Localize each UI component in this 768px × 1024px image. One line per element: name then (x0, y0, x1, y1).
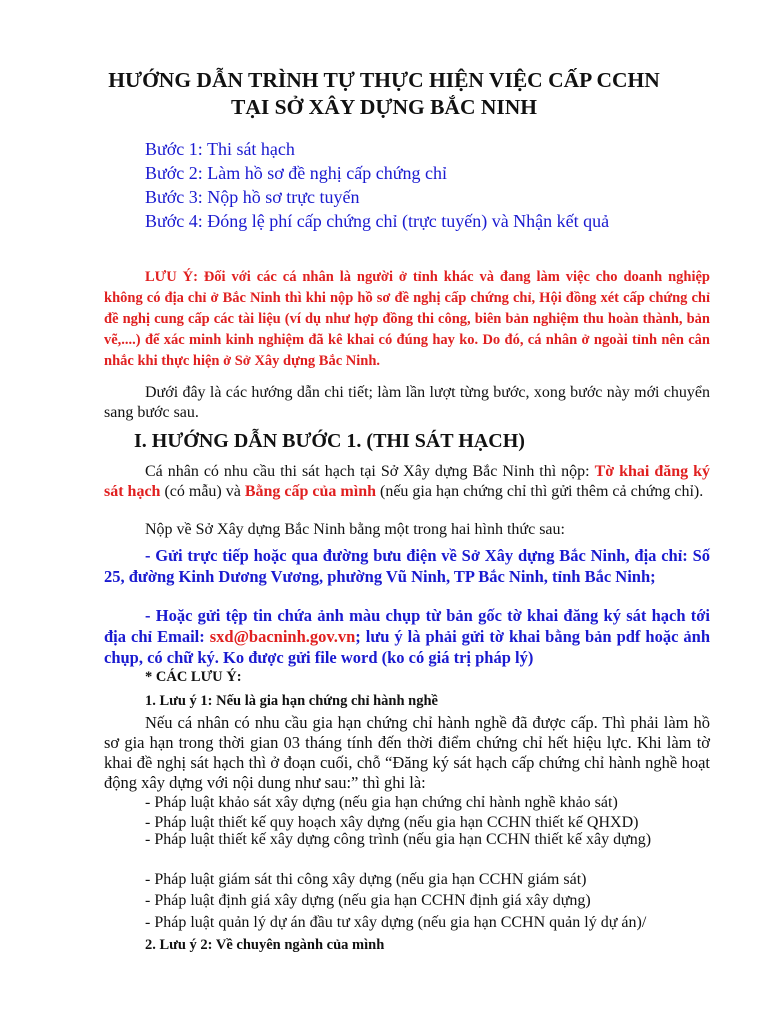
section-1-heading: I. HƯỚNG DẪN BƯỚC 1. (THI SÁT HẠCH) (134, 430, 525, 452)
degree-highlight: Bằng cấp của mình (244, 483, 376, 500)
bullet-survey: - Pháp luật khảo sát xây dựng (nếu gia hạn chứng chỉ hành nghề khảo sát) (145, 794, 618, 811)
document-title-line-1: HƯỚNG DẪN TRÌNH TỰ THỰC HIỆN VIỆC CẤP CCHN (108, 68, 660, 92)
steps-list (145, 137, 609, 233)
option-2-text-b: ; lưu ý là phải gửi tờ khai bằng bản pdf hoặc ảnh chụp, có chữ ký. Ko được gửi file word (ko có giá trị pháp lý) (104, 627, 710, 667)
warning-note: LƯU Ý: Đối với các cá nhân là người ở tỉnh khác và đang làm việc cho doanh nghiệp không có địa chỉ ở Bắc Ninh thì khi nộp hồ sơ đề nghị cấp chứng chỉ, Hội đồng xét cấp chứng chỉ đề nghị cung cấp các tài liệu (ví dụ như hợp đồng thi công, biên bản nghiệm thu hoàn thành, bản vẽ,....) để xác minh kinh nghiệm đã kê khai có đúng hay ko. Do đó, cá nhân ở ngoài tỉnh nên cân nhắc khi thực hiện ở Sở Xây dựng Bắc Ninh. (104, 269, 710, 369)
notes-heading: * CÁC LƯU Ý: (145, 669, 242, 685)
section-1-paragraph-1 (104, 462, 710, 502)
registration-form-highlight: Tờ khai đăng ký sát hạch (104, 463, 711, 500)
document-title-line-2: TẠI SỞ XÂY DỰNG BẮC NINH (231, 95, 537, 119)
note-1-paragraph: Nếu cá nhân có nhu cầu gia hạn chứng chỉ hành nghề đã được cấp. Thì phải làm hồ sơ gia hạn trong thời gian 03 tháng tính đến thời điểm chứng chỉ hết hiệu lực. Khi làm tờ khai đề nghị sát hạch thì ở đoạn cuối, chỗ “Đăng ký sát hạch cấp chứng chỉ hành nghề hoạt động xây dựng với nội dung như sau:” thì ghi là: (104, 713, 710, 792)
section-1-paragraph-2: Nộp về Sở Xây dựng Bắc Ninh bằng một trong hai hình thức sau: (145, 521, 565, 538)
step-2: Bước 2: Làm hồ sơ đề nghị cấp chứng chỉ (145, 163, 447, 183)
bullet-valuation: - Pháp luật định giá xây dựng (nếu gia hạn CCHN định giá xây dựng) (145, 892, 591, 909)
note-1-heading: 1. Lưu ý 1: Nếu là gia hạn chứng chỉ hành nghề (145, 693, 438, 709)
submission-option-2 (104, 605, 710, 668)
submission-option-1: - Gửi trực tiếp hoặc qua đường bưu điện về Sở Xây dựng Bắc Ninh, địa chỉ: Số 25, đường Kinh Dương Vương, phường Vũ Ninh, TP Bắc Ninh, tỉnh Bắc Ninh; (104, 546, 710, 586)
bullet-supervision: - Pháp luật giám sát thi công xây dựng (nếu gia hạn CCHN giám sát) (145, 871, 587, 888)
step-3: Bước 3: Nộp hồ sơ trực tuyến (145, 187, 360, 207)
bullet-planning: - Pháp luật thiết kế quy hoạch xây dựng (nếu gia hạn CCHN thiết kế QHXD) (145, 814, 639, 831)
p1-text-a: Cá nhân có nhu cầu thi sát hạch tại Sở Xây dựng Bắc Ninh thì nộp: (145, 463, 595, 480)
email-link[interactable]: sxd@bacninh.gov.vn (209, 627, 356, 646)
p1-text-c: (nếu gia hạn chứng chỉ thì gửi thêm cả chứng chỉ). (376, 483, 704, 500)
bullet-design: - Pháp luật thiết kế xây dựng công trình (nếu gia hạn CCHN thiết kế xây dựng) (145, 831, 652, 848)
step-1: Bước 1: Thi sát hạch (145, 139, 295, 159)
step-4: Bước 4: Đóng lệ phí cấp chứng chỉ (trực tuyến) và Nhận kết quả (145, 211, 610, 231)
bullet-project-management: - Pháp luật quản lý dự án đầu tư xây dựng (nếu gia hạn CCHN quản lý dự án)/ (145, 914, 647, 931)
p1-text-b: (có mẫu) và (160, 483, 245, 500)
option-2-text-a: - Hoặc gửi tệp tin chứa ảnh màu chụp từ bản gốc tờ khai đăng ký sát hạch tới địa chỉ Email: (104, 606, 710, 646)
note-2-heading: 2. Lưu ý 2: Về chuyên ngành của mình (145, 937, 385, 953)
intro-paragraph: Dưới đây là các hướng dẫn chi tiết; làm lần lượt từng bước, xong bước này mới chuyển sang bước sau. (104, 384, 710, 421)
